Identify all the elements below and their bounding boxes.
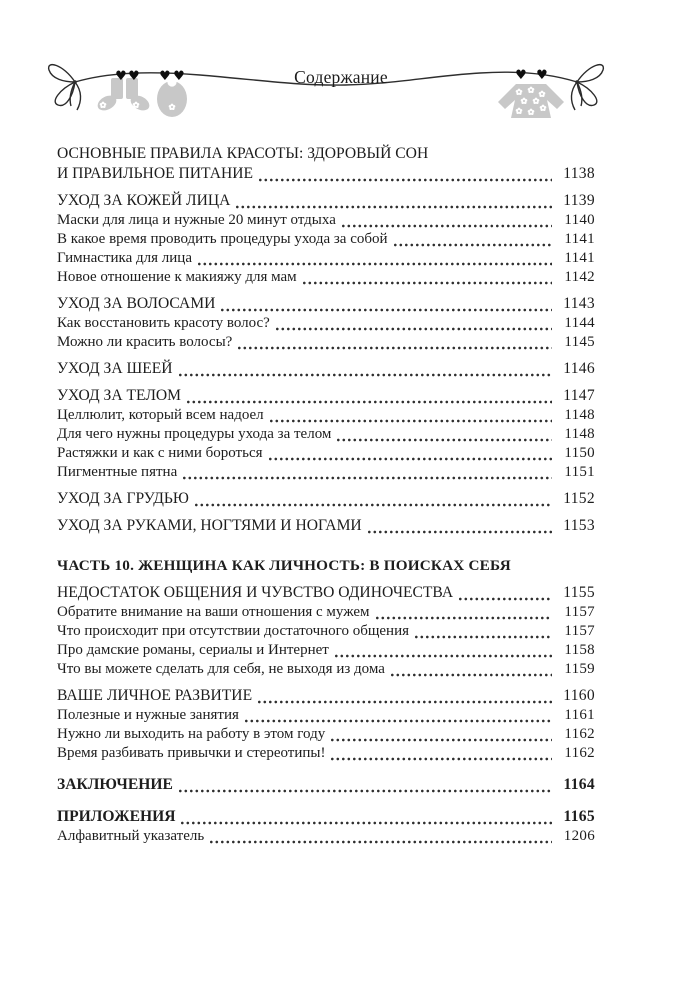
toc-entry-label: ЗАКЛЮЧЕНИЕ xyxy=(57,776,173,793)
dot-leader xyxy=(187,400,552,404)
toc-entry xyxy=(57,249,595,268)
toc-entry xyxy=(57,406,595,425)
toc-entry-page: 1157 xyxy=(564,623,595,639)
toc-entry-page: 1150 xyxy=(564,445,595,461)
svg-text:♥: ♥ xyxy=(159,69,171,84)
dot-leader xyxy=(337,438,552,442)
dot-leader xyxy=(415,635,552,639)
toc-entry xyxy=(57,725,595,744)
dot-leader xyxy=(179,789,552,793)
toc-entry-label: Что происходит при отсутствии достаточного общения xyxy=(57,623,410,639)
toc-entry-page: 1147 xyxy=(563,387,595,404)
dot-leader xyxy=(331,738,552,742)
svg-text:♥: ♥ xyxy=(515,68,527,83)
svg-text:♥: ♥ xyxy=(115,69,127,84)
toc-entry-label: ВАШЕ ЛИЧНОЕ РАЗВИТИЕ xyxy=(57,687,253,704)
toc-entry-page: 1138 xyxy=(563,165,595,182)
toc-entry-label: Алфавитный указатель xyxy=(57,828,205,844)
toc-entry xyxy=(57,516,595,536)
toc-entry-page: 1142 xyxy=(564,269,595,285)
dot-leader xyxy=(245,719,552,723)
toc-entry-label: Новое отношение к макияжу для мам xyxy=(57,269,297,285)
toc-entry-label: Целлюлит, который всем надоел xyxy=(57,407,264,423)
toc-entry xyxy=(57,775,595,795)
toc-entry-label: Нужно ли выходить на работу в этом году xyxy=(57,726,326,742)
dot-leader xyxy=(238,346,552,350)
toc-entry xyxy=(57,744,595,763)
toc-entry xyxy=(57,603,595,622)
dot-leader xyxy=(391,673,552,677)
svg-text:♥: ♥ xyxy=(173,69,185,84)
toc-entry-page: 1151 xyxy=(564,464,595,480)
dot-leader xyxy=(335,654,552,658)
toc-entry-page: 1145 xyxy=(564,334,595,350)
toc-entry xyxy=(57,641,595,660)
toc-entry xyxy=(57,386,595,406)
toc-entry-label: Можно ли красить волосы? xyxy=(57,334,233,350)
toc-entry xyxy=(57,660,595,679)
dot-leader xyxy=(221,308,552,312)
dot-leader xyxy=(210,840,552,844)
toc-entry-label: ПРИЛОЖЕНИЯ xyxy=(57,808,176,825)
toc-entry xyxy=(57,686,595,706)
toc-entry-label: Как восстановить красоту волос? xyxy=(57,315,270,331)
toc-entry xyxy=(57,827,595,846)
dot-leader xyxy=(179,373,552,377)
toc-list xyxy=(57,137,595,846)
toc-entry-label: Маски для лица и нужные 20 минут отдыха xyxy=(57,212,336,228)
toc-entry-page: 1159 xyxy=(564,661,595,677)
dot-leader xyxy=(342,224,552,228)
toc-entry-page: 1161 xyxy=(564,707,595,723)
toc-entry-page: 1144 xyxy=(564,315,595,331)
toc-entry xyxy=(57,622,595,641)
toc-entry xyxy=(57,211,595,230)
toc-entry-label: УХОД ЗА КОЖЕЙ ЛИЦА xyxy=(57,192,231,209)
toc-entry-page: 1155 xyxy=(563,584,595,601)
dot-leader xyxy=(459,597,552,601)
toc-entry-label: Для чего нужны процедуры ухода за телом xyxy=(57,426,332,442)
toc-entry-label: Про дамские романы, сериалы и Интернет xyxy=(57,642,329,658)
dot-leader xyxy=(331,757,552,761)
toc-entry-page: 1140 xyxy=(564,212,595,228)
dot-leader xyxy=(368,530,552,534)
dot-leader xyxy=(259,178,552,182)
toc-entry-page: 1141 xyxy=(564,250,595,266)
toc-entry xyxy=(57,333,595,352)
svg-text:♥: ♥ xyxy=(128,69,140,84)
toc-entry-label: Гимнастика для лица xyxy=(57,250,192,266)
toc-entry xyxy=(57,463,595,482)
toc-entry xyxy=(57,164,595,184)
toc-entry xyxy=(57,191,595,211)
toc-entry xyxy=(57,359,595,379)
toc-entry-page: 1158 xyxy=(564,642,595,658)
toc-entry-page: 1148 xyxy=(564,426,595,442)
dot-leader xyxy=(276,327,552,331)
toc-entry-page: 1143 xyxy=(563,295,595,312)
toc-entry-label: Растяжки и как с ними бороться xyxy=(57,445,263,461)
toc-entry-label: И ПРАВИЛЬНОЕ ПИТАНИЕ xyxy=(57,165,254,182)
toc-entry-page: 1164 xyxy=(563,776,595,793)
toc-entry-label: УХОД ЗА ТЕЛОМ xyxy=(57,387,182,404)
toc-entry-label: УХОД ЗА ШЕЕЙ xyxy=(57,360,173,377)
toc-entry-page: 1206 xyxy=(563,828,595,844)
dot-leader xyxy=(198,262,552,266)
toc-entry xyxy=(57,583,595,603)
dot-leader xyxy=(195,503,552,507)
svg-text:♥: ♥ xyxy=(536,68,548,83)
toc-entry-label: Обратите внимание на ваши отношения с мужем xyxy=(57,604,370,620)
toc-entry xyxy=(57,230,595,249)
toc-entry-label: УХОД ЗА ГРУДЬЮ xyxy=(57,490,189,507)
toc-entry xyxy=(57,314,595,333)
toc-entry-page: 1146 xyxy=(563,360,595,377)
toc-entry-page: 1157 xyxy=(564,604,595,620)
toc-entry-label: ОСНОВНЫЕ ПРАВИЛА КРАСОТЫ: ЗДОРОВЫЙ СОН xyxy=(57,145,429,162)
toc-entry xyxy=(57,294,595,314)
toc-entry xyxy=(57,706,595,725)
toc-entry-label: Что вы можете сделать для себя, не выходя из дома xyxy=(57,661,385,677)
dot-leader xyxy=(303,281,552,285)
toc-entry-page: 1152 xyxy=(563,490,595,507)
toc-entry-page: 1162 xyxy=(564,726,595,742)
toc-entry xyxy=(57,144,595,164)
toc-entry-page: 1160 xyxy=(563,687,595,704)
toc-entry-page: 1139 xyxy=(563,192,595,209)
toc-entry-label: НЕДОСТАТОК ОБЩЕНИЯ И ЧУВСТВО ОДИНОЧЕСТВА xyxy=(57,584,454,601)
toc-entry-label: ЧАСТЬ 10. ЖЕНЩИНА КАК ЛИЧНОСТЬ: В ПОИСКАХ СЕБЯ xyxy=(57,557,511,574)
dot-leader xyxy=(181,821,552,825)
dot-leader xyxy=(258,700,552,704)
toc-entry-label: УХОД ЗА РУКАМИ, НОГТЯМИ И НОГАМИ xyxy=(57,517,362,534)
toc-entry-label: В какое время проводить процедуры ухода за собой xyxy=(57,231,388,247)
decorative-header xyxy=(0,55,682,130)
dot-leader xyxy=(394,243,552,247)
toc-entry-label: УХОД ЗА ВОЛОСАМИ xyxy=(57,295,216,312)
toc-entry-page: 1162 xyxy=(564,745,595,761)
toc-entry-page: 1153 xyxy=(563,517,595,534)
toc-entry-label: Время разбивать привычки и стереотипы! xyxy=(57,745,326,761)
page-title: Содержание xyxy=(294,67,388,87)
toc-entry xyxy=(57,268,595,287)
toc-entry xyxy=(57,489,595,509)
dot-leader xyxy=(270,419,552,423)
toc-entry-page: 1165 xyxy=(563,808,595,825)
toc-entry-page: 1148 xyxy=(564,407,595,423)
dot-leader xyxy=(236,205,552,209)
toc-entry xyxy=(57,425,595,444)
toc-entry-label: Пигментные пятна xyxy=(57,464,178,480)
toc-entry-page: 1141 xyxy=(564,231,595,247)
dot-leader xyxy=(376,616,552,620)
toc-entry xyxy=(57,556,595,576)
toc-entry-label: Полезные и нужные занятия xyxy=(57,707,239,723)
toc-entry xyxy=(57,807,595,827)
dot-leader xyxy=(269,457,553,461)
dot-leader xyxy=(183,476,552,480)
toc-entry xyxy=(57,444,595,463)
